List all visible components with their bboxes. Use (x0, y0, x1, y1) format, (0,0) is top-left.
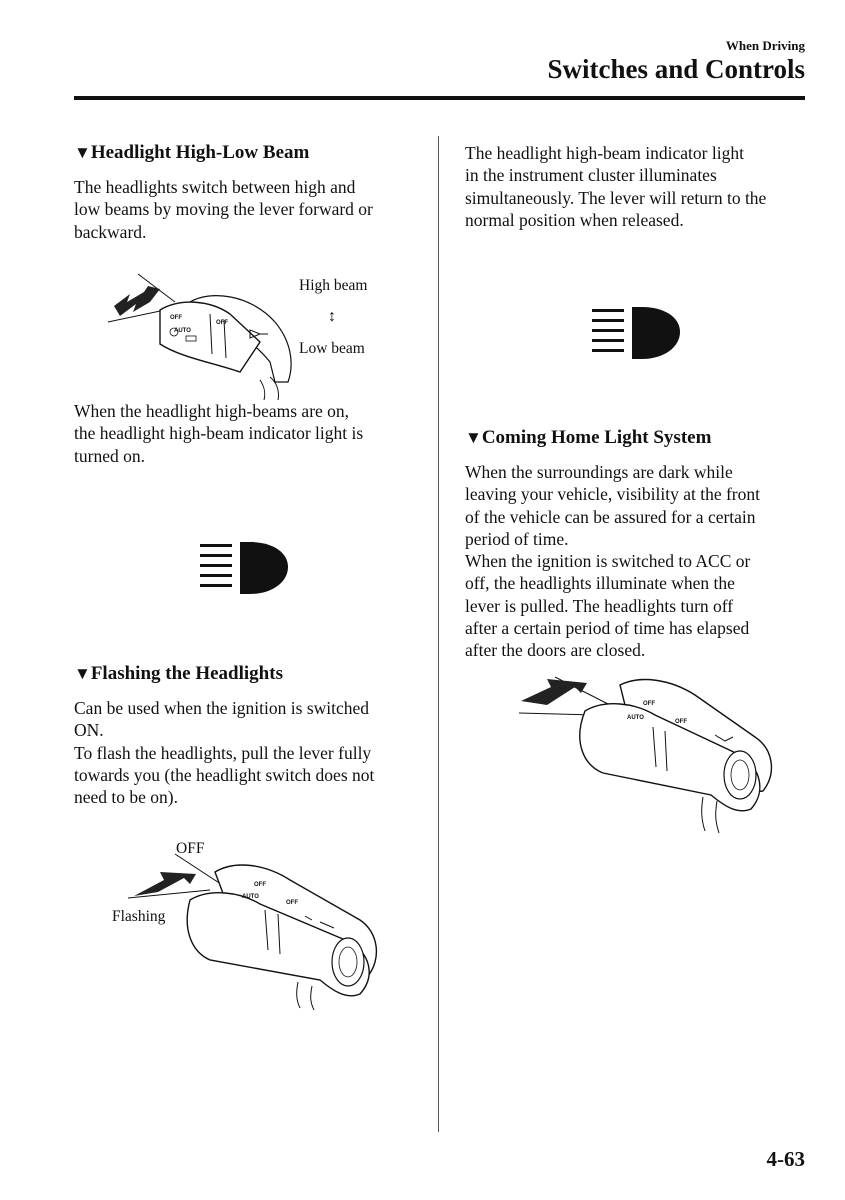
label-high-beam: High beam (299, 277, 368, 294)
lever-off-label: OFF (216, 320, 228, 326)
column-divider (438, 136, 439, 1132)
text-line: turned on. (74, 445, 145, 466)
paragraph-high-beam-on (74, 400, 363, 467)
lever-off-label: OFF (254, 882, 266, 888)
text-line: after the doors are closed. (465, 640, 646, 661)
paragraph-indicator (465, 142, 766, 231)
text-line: backward. (74, 221, 147, 242)
heading-text: Coming Home Light System (481, 427, 712, 448)
header-divider (74, 96, 805, 100)
text-line: off, the headlights illuminate when the (465, 573, 735, 594)
text-line: When the surroundings are dark while (465, 462, 733, 482)
heading-text: Flashing the Headlights (90, 663, 283, 684)
label-flashing: Flashing (112, 908, 166, 925)
heading-text: Headlight High-Low Beam (90, 142, 310, 163)
text-line: When the headlight high-beams are on, (74, 401, 350, 421)
forward-backward-arrow-icon (114, 286, 160, 316)
lever-off-label: OFF (286, 900, 298, 906)
text-line: towards you (the headlight switch does not (74, 764, 375, 785)
page-number: 4-63 (766, 1147, 805, 1171)
text-line: after a certain period of time has elapsed (465, 618, 750, 639)
heading-coming-home (465, 427, 711, 449)
text-line: simultaneously. The lever will return to the (465, 187, 767, 208)
text-line: in the instrument cluster illuminates (465, 165, 717, 186)
lever-off-label: OFF (643, 701, 655, 707)
heading-flashing (74, 663, 283, 685)
heading-high-low-beam (74, 142, 309, 164)
heading-marker-icon: ▼ (74, 664, 91, 683)
chapter-label: When Driving (725, 38, 805, 53)
label-off: OFF (176, 840, 205, 857)
heading-marker-icon: ▼ (465, 428, 482, 447)
text-line: The headlight high-beam indicator light (465, 143, 744, 163)
paragraph-flashing (74, 697, 374, 808)
text-line: of the vehicle can be assured for a certain (465, 506, 756, 527)
text-line: To flash the headlights, pull the lever fully (74, 742, 372, 763)
text-line: lever is pulled. The headlights turn off (465, 595, 734, 616)
text-line: ON. (74, 720, 104, 741)
high-beam-indicator-icon (590, 305, 682, 361)
text-line: leaving your vehicle, visibility at the front (465, 484, 760, 505)
text-line: low beams by moving the lever forward or (74, 199, 373, 220)
lever-flashing-diagram (120, 850, 390, 1010)
text-line: The headlights switch between high and (74, 177, 356, 197)
lever-auto-label: AUTO (627, 715, 644, 721)
label-low-beam: Low beam (299, 340, 365, 357)
pull-arrow-icon (521, 679, 587, 705)
lever-auto-label: AUTO (174, 328, 191, 334)
text-line: normal position when released. (465, 209, 684, 230)
text-line: period of time. (465, 528, 569, 549)
lever-high-low-diagram (100, 262, 310, 402)
heading-marker-icon: ▼ (74, 143, 91, 162)
text-line: Can be used when the ignition is switched (74, 698, 370, 718)
paragraph-high-low (74, 176, 373, 243)
high-beam-indicator-icon (198, 540, 290, 596)
page-title: Switches and Controls (547, 54, 805, 84)
lever-off-label: OFF (675, 719, 687, 725)
lever-off-label: OFF (170, 315, 182, 321)
paragraph-coming-home (465, 461, 760, 662)
updown-arrow-icon: ↕ (328, 308, 336, 325)
text-line: When the ignition is switched to ACC or (465, 551, 751, 572)
text-line: the headlight high-beam indicator light is (74, 423, 364, 444)
lever-auto-label: AUTO (242, 894, 259, 900)
lever-coming-home-diagram (515, 675, 775, 835)
text-line: need to be on). (74, 787, 178, 808)
